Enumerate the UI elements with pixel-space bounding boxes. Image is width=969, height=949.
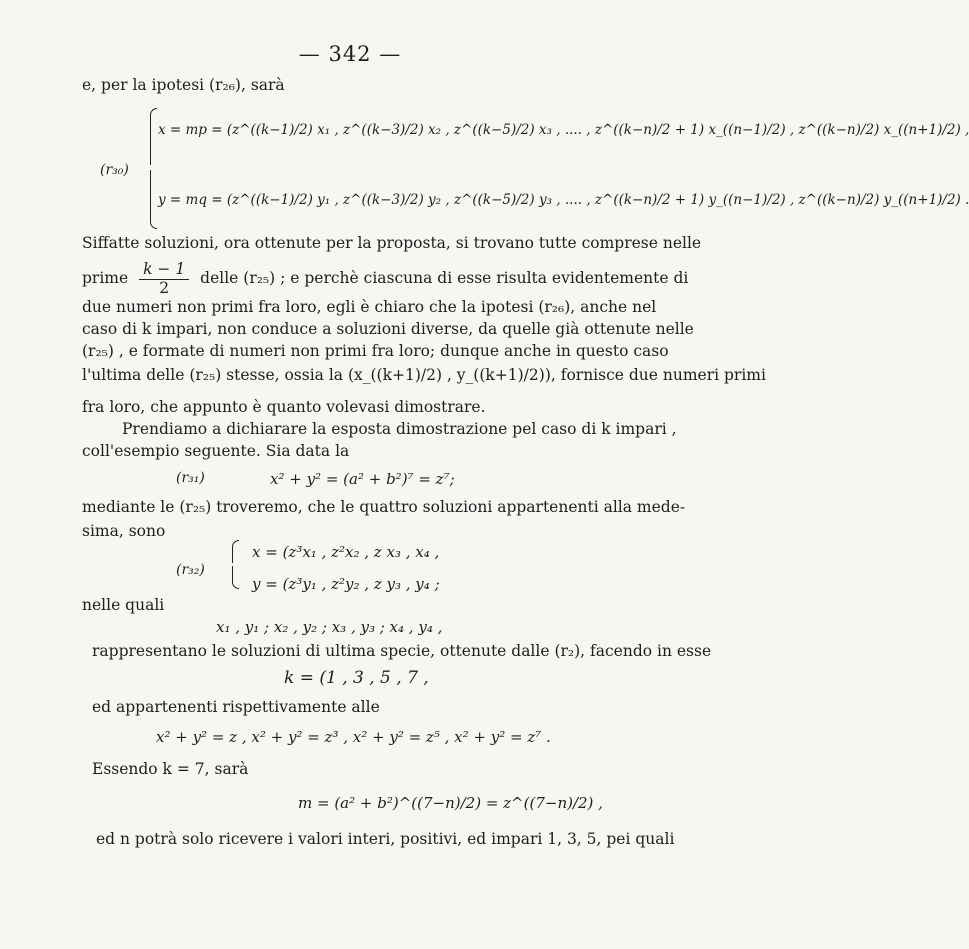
left-brace-top bbox=[150, 108, 157, 165]
line-nelle-quali: nelle quali bbox=[82, 596, 165, 614]
line-ed-appartenenti: ed appartenenti rispettivamente alle bbox=[92, 698, 380, 716]
para3-line2: sima, sono bbox=[82, 522, 166, 540]
equation-pairs: x₁ , y₁ ; x₂ , y₂ ; x₃ , y₃ ; x₄ , y₄ , bbox=[216, 618, 443, 636]
text-delle-r25: delle (r₂₅) ; e perchè ciascuna di esse risulta evidentemente di bbox=[200, 269, 689, 287]
text-prime: prime bbox=[82, 269, 129, 287]
para1-line2 bbox=[82, 260, 689, 297]
line-rappresentano: rappresentano le soluzioni di ultima specie, ottenute dalle (r₂), facendo in esse bbox=[92, 642, 712, 660]
equation-label-r32: (r₃₂) bbox=[176, 562, 205, 578]
para1-line1: Siffatte soluzioni, ora ottenute per la proposta, si trovano tutte comprese nelle bbox=[82, 234, 702, 252]
equation-m: m = (a² + b²)^((7−n)/2) = z^((7−n)/2) , bbox=[298, 794, 603, 812]
page-number: — 342 — bbox=[298, 42, 402, 66]
equation-r31: x² + y² = (a² + b²)⁷ = z⁷; bbox=[270, 470, 455, 488]
equation-r32-x: x = (z³x₁ , z²x₂ , z x₃ , x₄ , bbox=[252, 543, 440, 561]
r32-brace-bottom bbox=[232, 566, 239, 589]
equation-sums: x² + y² = z , x² + y² = z³ , x² + y² = z⁵ , x² + y² = z⁷ . bbox=[156, 728, 551, 746]
fraction-k-minus-1-over-2: $\frac{k - 1}{2}$ bbox=[139, 262, 189, 296]
r32-brace-top bbox=[232, 540, 239, 563]
equation-y-mq: y = mq = (z^((k−1)/2) y₁ , z^((k−3)/2) y₂ , z^((k−5)/2) y₃ , .... , z^((k−n)/2 + 1) y_((n−1)/2) , z^((k−n)/2) y_((n+1)/2) . bbox=[158, 192, 969, 208]
para2-line1: Prendiamo a dichiarare la esposta dimostrazione pel caso di k impari , bbox=[122, 420, 677, 438]
equation-label-r30: (r₃₀) bbox=[100, 162, 129, 178]
equation-x-mp: x = mp = (z^((k−1)/2) x₁ , z^((k−3)/2) x₂ , z^((k−5)/2) x₃ , .... , z^((k−n)/2 + 1) x_((n−1)/2) , z^((k−n)/2) x_((n+1)/2) , bbox=[158, 122, 969, 138]
intro-line: e, per la ipotesi (r₂₆), sarà bbox=[82, 76, 285, 94]
left-brace-bottom bbox=[150, 170, 157, 229]
para3-line1: mediante le (r₂₅) troveremo, che le quattro soluzioni appartenenti alla mede- bbox=[82, 498, 686, 516]
para1-line4: caso di k impari, non conduce a soluzioni diverse, da quelle già ottenute nelle bbox=[82, 320, 694, 338]
line-essendo: Essendo k = 7, sarà bbox=[92, 760, 249, 778]
line-last: ed n potrà solo ricevere i valori interi, positivi, ed impari 1, 3, 5, pei quali bbox=[96, 830, 675, 848]
para1-line6: l'ultima delle (r₂₅) stesse, ossia la (x_((k+1)/2) , y_((k+1)/2)), fornisce due numeri primi bbox=[82, 366, 766, 384]
equation-k-values: k = (1 , 3 , 5 , 7 , bbox=[284, 668, 429, 688]
para1-line7: fra loro, che appunto è quanto volevasi dimostrare. bbox=[82, 398, 486, 416]
para1-line3: due numeri non primi fra loro, egli è chiaro che la ipotesi (r₂₆), anche nel bbox=[82, 298, 657, 316]
equation-label-r31: (r₃₁) bbox=[176, 470, 205, 486]
equation-r32-y: y = (z³y₁ , z²y₂ , z y₃ , y₄ ; bbox=[252, 575, 440, 593]
para1-line5: (r₂₅) , e formate di numeri non primi fra loro; dunque anche in questo caso bbox=[82, 342, 669, 360]
para2-line2: coll'esempio seguente. Sia data la bbox=[82, 442, 350, 460]
